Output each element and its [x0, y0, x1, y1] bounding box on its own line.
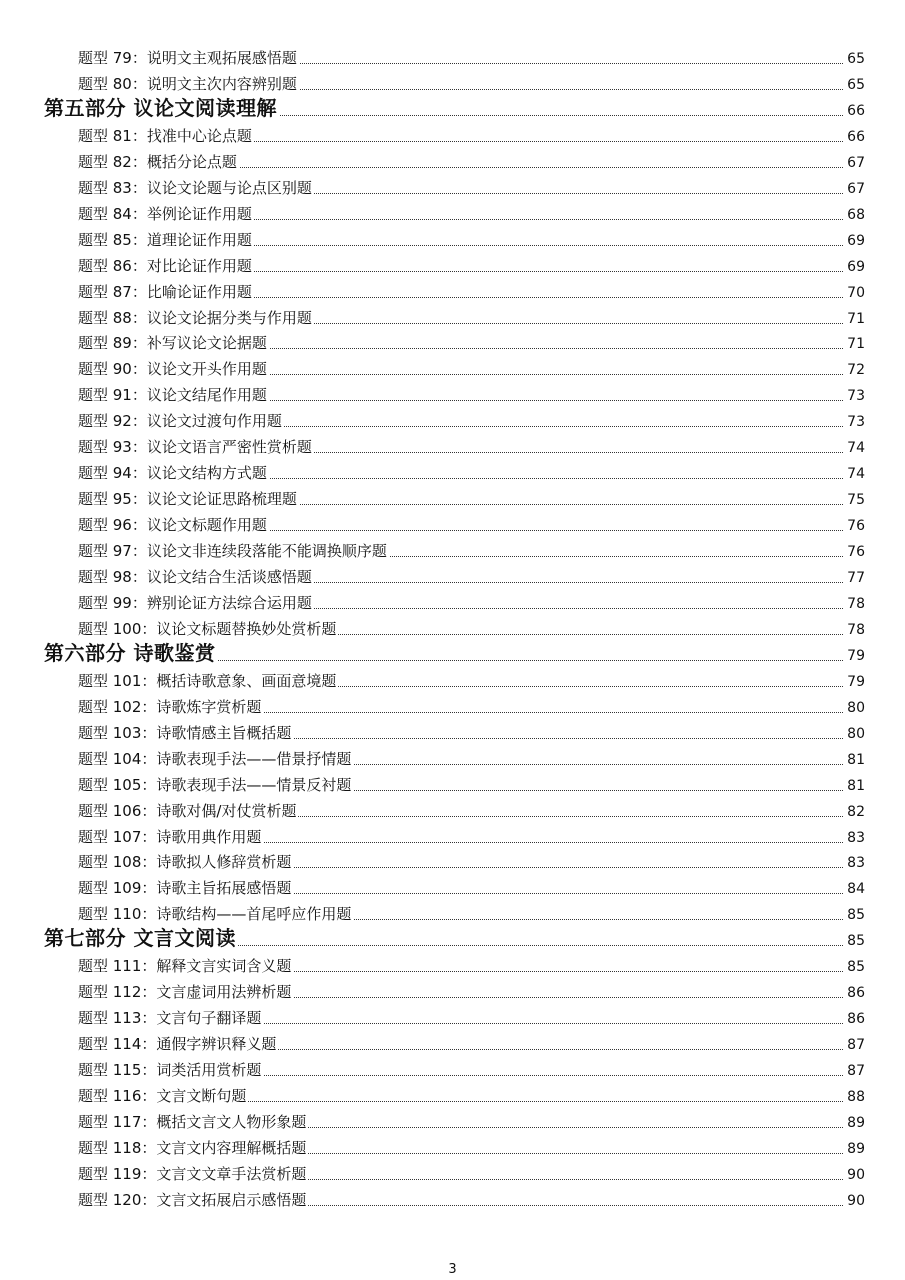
- toc-entry: [0, 1004, 905, 1030]
- entry-page-number: 75: [847, 492, 865, 509]
- entry-title: 题型 119：文言文文章手法赏析题: [78, 1164, 307, 1183]
- entry-title: 题型 91：议论文结尾作用题: [78, 386, 267, 405]
- section-title: 第六部分 诗歌鉴赏: [44, 640, 216, 665]
- entry-page-number: 90: [847, 1166, 865, 1183]
- entry-title: 题型 100：议论文标题替换妙处赏析题: [78, 619, 337, 638]
- entry-title: 题型 118：文言文内容理解概括题: [78, 1138, 307, 1157]
- toc-entry: [0, 563, 905, 589]
- entry-page-number: 73: [847, 414, 865, 431]
- entry-title: 题型 99：辨别论证方法综合运用题: [78, 593, 312, 612]
- toc-section-heading: [0, 641, 905, 667]
- toc-entry: [0, 304, 905, 330]
- toc-entry: [0, 381, 905, 407]
- entry-title: 题型 98：议论文结合生活谈感悟题: [78, 568, 312, 586]
- toc-entry: [0, 667, 905, 693]
- entry-page-number: 88: [847, 1089, 865, 1105]
- toc-entry: [0, 174, 905, 200]
- entry-title: 题型 112：文言虚词用法辨析题: [78, 983, 292, 1002]
- toc-entry: [0, 848, 905, 874]
- toc-entry: [0, 44, 905, 70]
- toc-entry: [0, 1030, 905, 1056]
- entry-title: 题型 95：议论文论证思路梳理题: [78, 490, 297, 509]
- toc-entry: [0, 278, 905, 304]
- toc-entry: [0, 407, 905, 433]
- entry-page-number: 69: [847, 232, 865, 249]
- entry-page-number: 80: [847, 725, 865, 742]
- page-number: 3: [448, 1262, 457, 1277]
- entry-title: 题型 102：诗歌炼字赏析题: [78, 697, 262, 716]
- entry-page-number: 66: [847, 102, 865, 119]
- entry-page-number: 65: [847, 77, 865, 93]
- entry-page-number: 72: [847, 362, 865, 379]
- toc-entry: [0, 1160, 905, 1186]
- entry-page-number: 87: [847, 1037, 865, 1054]
- toc-entry: [0, 433, 905, 459]
- entry-title: 题型 114：通假字辨识释义题: [78, 1035, 277, 1054]
- entry-page-number: 87: [847, 1063, 865, 1079]
- entry-page-number: 74: [847, 466, 865, 483]
- entry-title: 题型 97：议论文非连续段落能不能调换顺序题: [78, 542, 387, 560]
- toc-entry: [0, 1108, 905, 1134]
- entry-title: 题型 81：找准中心论点题: [78, 126, 252, 145]
- entry-title: 题型 111：解释文言实词含义题: [78, 957, 292, 976]
- entry-page-number: 76: [847, 518, 865, 535]
- entry-title: 题型 94：议论文结构方式题: [78, 464, 267, 483]
- toc-entry: [0, 978, 905, 1004]
- entry-page-number: 81: [847, 751, 865, 768]
- entry-page-number: 89: [847, 1140, 865, 1157]
- entry-page-number: 80: [847, 699, 865, 716]
- entry-title: 题型 82：概括分论点题: [78, 152, 237, 171]
- entry-title: 题型 93：议论文语言严密性赏析题: [78, 438, 312, 457]
- entry-page-number: 85: [847, 907, 865, 924]
- entry-title: 题型 101：概括诗歌意象、画面意境题: [78, 671, 337, 690]
- entry-page-number: 86: [847, 1011, 865, 1028]
- entry-title: 题型 96：议论文标题作用题: [78, 516, 267, 535]
- entry-page-number: 90: [847, 1192, 865, 1209]
- toc-entry: [0, 874, 905, 900]
- entry-page-number: 85: [847, 959, 865, 976]
- toc-entry: [0, 355, 905, 381]
- toc-section-heading: [0, 926, 905, 952]
- toc-entry: [0, 771, 905, 797]
- entry-title: 题型 79：说明文主观拓展感悟题: [78, 49, 297, 67]
- toc-section-heading: [0, 96, 905, 122]
- entry-page-number: 71: [847, 336, 865, 353]
- entry-title: 题型 90：议论文开头作用题: [78, 360, 267, 379]
- entry-title: 题型 104：诗歌表现手法——借景抒情题: [78, 749, 352, 768]
- toc-entry: [0, 900, 905, 926]
- entry-title: 题型 84：举例论证作用题: [78, 204, 252, 223]
- entry-title: 题型 92：议论文过渡句作用题: [78, 412, 282, 431]
- toc-entry: [0, 719, 905, 745]
- entry-page-number: 67: [847, 180, 865, 197]
- entry-title: 题型 88：议论文论据分类与作用题: [78, 308, 312, 327]
- entry-page-number: 82: [847, 803, 865, 820]
- entry-title: 题型 115：词类活用赏析题: [78, 1061, 262, 1079]
- section-title: 第五部分 议论文阅读理解: [44, 95, 277, 120]
- entry-title: 题型 117：概括文言文人物形象题: [78, 1113, 307, 1131]
- toc-entry: [0, 823, 905, 849]
- toc-entry: [0, 148, 905, 174]
- toc-entry: [0, 459, 905, 485]
- toc-entry: [0, 1082, 905, 1108]
- toc-entry: [0, 693, 905, 719]
- entry-page-number: 74: [847, 440, 865, 457]
- toc-entry: [0, 1056, 905, 1082]
- entry-page-number: 70: [847, 284, 865, 301]
- toc-entry: [0, 511, 905, 537]
- entry-title: 题型 109：诗歌主旨拓展感悟题: [78, 879, 292, 898]
- section-title: 第七部分 文言文阅读: [44, 926, 236, 951]
- toc-entry: [0, 797, 905, 823]
- entry-title: 题型 120：文言文拓展启示感悟题: [78, 1190, 307, 1209]
- toc-entry: [0, 745, 905, 771]
- entry-page-number: 83: [847, 855, 865, 872]
- entry-title: 题型 80：说明文主次内容辨别题: [78, 75, 297, 93]
- entry-title: 题型 107：诗歌用典作用题: [78, 827, 262, 846]
- toc-entry: [0, 537, 905, 563]
- entry-page-number: 73: [847, 388, 865, 405]
- entry-title: 题型 89：补写议论文论据题: [78, 334, 267, 353]
- entry-title: 题型 106：诗歌对偶/对仗赏析题: [78, 801, 297, 820]
- entry-page-number: 81: [847, 777, 865, 794]
- entry-page-number: 78: [847, 621, 865, 638]
- entry-title: 题型 110：诗歌结构——首尾呼应作用题: [78, 905, 352, 924]
- toc-entry: [0, 329, 905, 355]
- entry-title: 题型 103：诗歌情感主旨概括题: [78, 723, 292, 742]
- toc-entry: [0, 1186, 905, 1212]
- entry-page-number: 79: [847, 673, 865, 690]
- toc-entry: [0, 200, 905, 226]
- entry-page-number: 78: [847, 595, 865, 612]
- entry-page-number: 83: [847, 829, 865, 846]
- entry-page-number: 71: [847, 310, 865, 327]
- entry-title: 题型 105：诗歌表现手法——情景反衬题: [78, 775, 352, 794]
- entry-page-number: 79: [847, 647, 865, 664]
- entry-title: 题型 108：诗歌拟人修辞赏析题: [78, 853, 292, 872]
- entry-page-number: 69: [847, 258, 865, 275]
- entry-title: 题型 86：对比论证作用题: [78, 256, 252, 275]
- entry-page-number: 65: [847, 51, 865, 67]
- entry-page-number: 67: [847, 154, 865, 171]
- toc-entry: [0, 122, 905, 148]
- entry-title: 题型 85：道理论证作用题: [78, 230, 252, 249]
- entry-page-number: 77: [847, 570, 865, 586]
- entry-page-number: 84: [847, 881, 865, 898]
- toc-entry: [0, 615, 905, 641]
- entry-page-number: 86: [847, 985, 865, 1002]
- entry-page-number: 89: [847, 1115, 865, 1131]
- entry-page-number: 66: [847, 128, 865, 145]
- toc-entry: [0, 485, 905, 511]
- entry-title: 题型 113：文言句子翻译题: [78, 1009, 262, 1028]
- entry-page-number: 76: [847, 544, 865, 560]
- toc-entry: [0, 252, 905, 278]
- toc-entry: [0, 952, 905, 978]
- entry-title: 题型 83：议论文论题与论点区别题: [78, 178, 312, 197]
- toc-entry: [0, 70, 905, 96]
- toc-entry: [0, 1134, 905, 1160]
- entry-title: 题型 116：文言文断句题: [78, 1087, 247, 1105]
- entry-title: 题型 87：比喻论证作用题: [78, 282, 252, 301]
- entry-page-number: 85: [847, 933, 865, 950]
- entry-page-number: 68: [847, 206, 865, 223]
- toc-entry: [0, 589, 905, 615]
- toc-entry: [0, 226, 905, 252]
